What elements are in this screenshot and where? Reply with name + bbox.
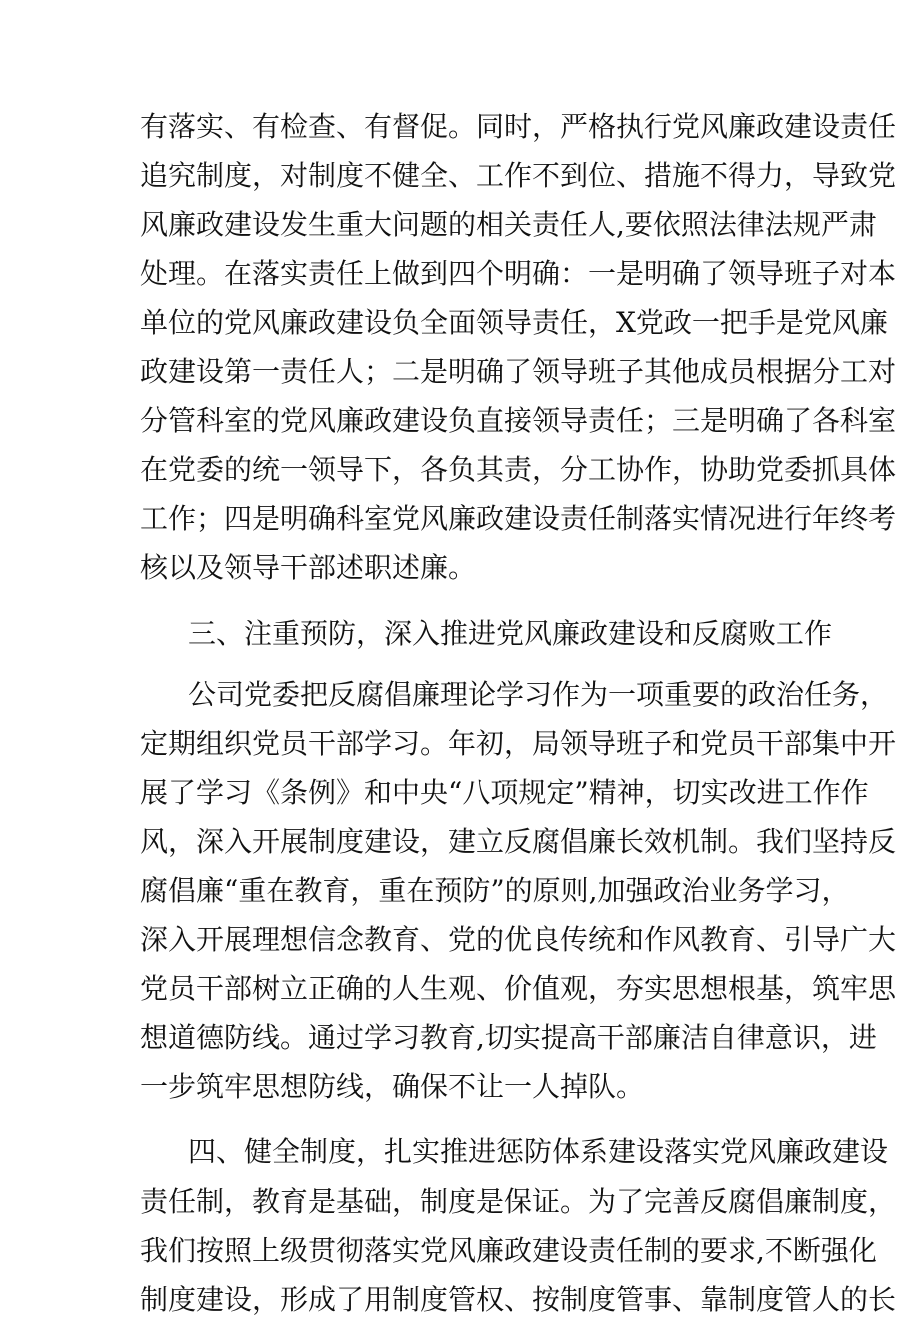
text-line-content: 单位的党风廉政建设负全面领导责任，X党政一把手是党风廉 [140, 306, 888, 339]
text-line [0, 721, 920, 767]
text-line [0, 545, 920, 591]
text-line [0, 672, 920, 718]
text-line-content: 责任制，教育是基础，制度是保证。为了完善反腐倡廉制度， [140, 1185, 897, 1218]
text-line-content: 在党委的统一领导下，各负其责，分工协作，协助党委抓具体 [140, 453, 897, 486]
text-line [0, 1064, 920, 1110]
text-line [0, 496, 920, 542]
section-heading-text: 四、健全制度，扎实推进惩防体系建设落实党风廉政建设 [188, 1135, 889, 1168]
text-line [0, 251, 920, 297]
text-line [0, 1179, 920, 1225]
text-line-content: 有落实、有检查、有督促。同时，严格执行党风廉政建设责任 [140, 110, 897, 143]
text-line-content: 处理。在落实责任上做到四个明确：一是明确了领导班子对本 [140, 257, 897, 290]
text-line [0, 104, 920, 150]
text-line [0, 966, 920, 1012]
text-line [0, 153, 920, 199]
text-line [0, 349, 920, 395]
text-line-content: 追究制度，对制度不健全、工作不到位、措施不得力，导致党 [140, 159, 897, 192]
text-line-content: 分管科室的党风廉政建设负直接领导责任；三是明确了各科室 [140, 404, 897, 437]
text-line-content: 展了学习《条例》和中央“八项规定”精神，切实改进工作作 [140, 776, 869, 809]
text-line [0, 770, 920, 816]
text-line-content: 一步筑牢思想防线，确保不让一人掉队。 [140, 1070, 645, 1103]
text-line-content: 腐倡廉“重在教育，重在预防”的原则,加强政治业务学习， [140, 874, 850, 907]
text-line [0, 202, 920, 248]
text-line-content: 党员干部树立正确的人生观、价值观，夯实思想根基，筑牢思 [140, 972, 897, 1005]
text-line-content: 制度建设，形成了用制度管权、按制度管事、靠制度管人的长 [140, 1283, 897, 1316]
text-line-content: 核以及领导干部述职述廉。 [140, 551, 477, 584]
text-line [0, 917, 920, 963]
text-line [0, 1228, 920, 1274]
text-line-content: 风，深入开展制度建设，建立反腐倡廉长效机制。我们坚持反 [140, 825, 897, 858]
text-line-content: 深入开展理想信念教育、党的优良传统和作风教育、引导广大 [140, 923, 897, 956]
text-line [0, 1277, 920, 1323]
text-line-content: 公司党委把反腐倡廉理论学习作为一项重要的政治任务， [188, 678, 889, 711]
text-line-content: 政建设第一责任人；二是明确了领导班子其他成员根据分工对 [140, 355, 897, 388]
text-line [0, 1015, 920, 1061]
text-line-content: 定期组织党员干部学习。年初，局领导班子和党员干部集中开 [140, 727, 897, 760]
text-line-content: 想道德防线。通过学习教育,切实提高干部廉洁自律意识，进 [140, 1021, 877, 1054]
text-line-content: 工作；四是明确科室党风廉政建设责任制落实情况进行年终考 [140, 502, 897, 535]
text-line-content: 我们按照上级贯彻落实党风廉政建设责任制的要求,不断强化 [140, 1234, 877, 1267]
text-line [0, 300, 920, 346]
text-line [0, 868, 920, 914]
text-line [0, 447, 920, 493]
text-line [0, 398, 920, 444]
section-heading-text: 三、注重预防，深入推进党风廉政建设和反腐败工作 [188, 617, 833, 650]
text-line [0, 819, 920, 865]
section-heading [0, 1129, 920, 1175]
section-heading [0, 611, 920, 657]
text-line-content: 风廉政建设发生重大问题的相关责任人,要依照法律法规严肃 [140, 208, 877, 241]
